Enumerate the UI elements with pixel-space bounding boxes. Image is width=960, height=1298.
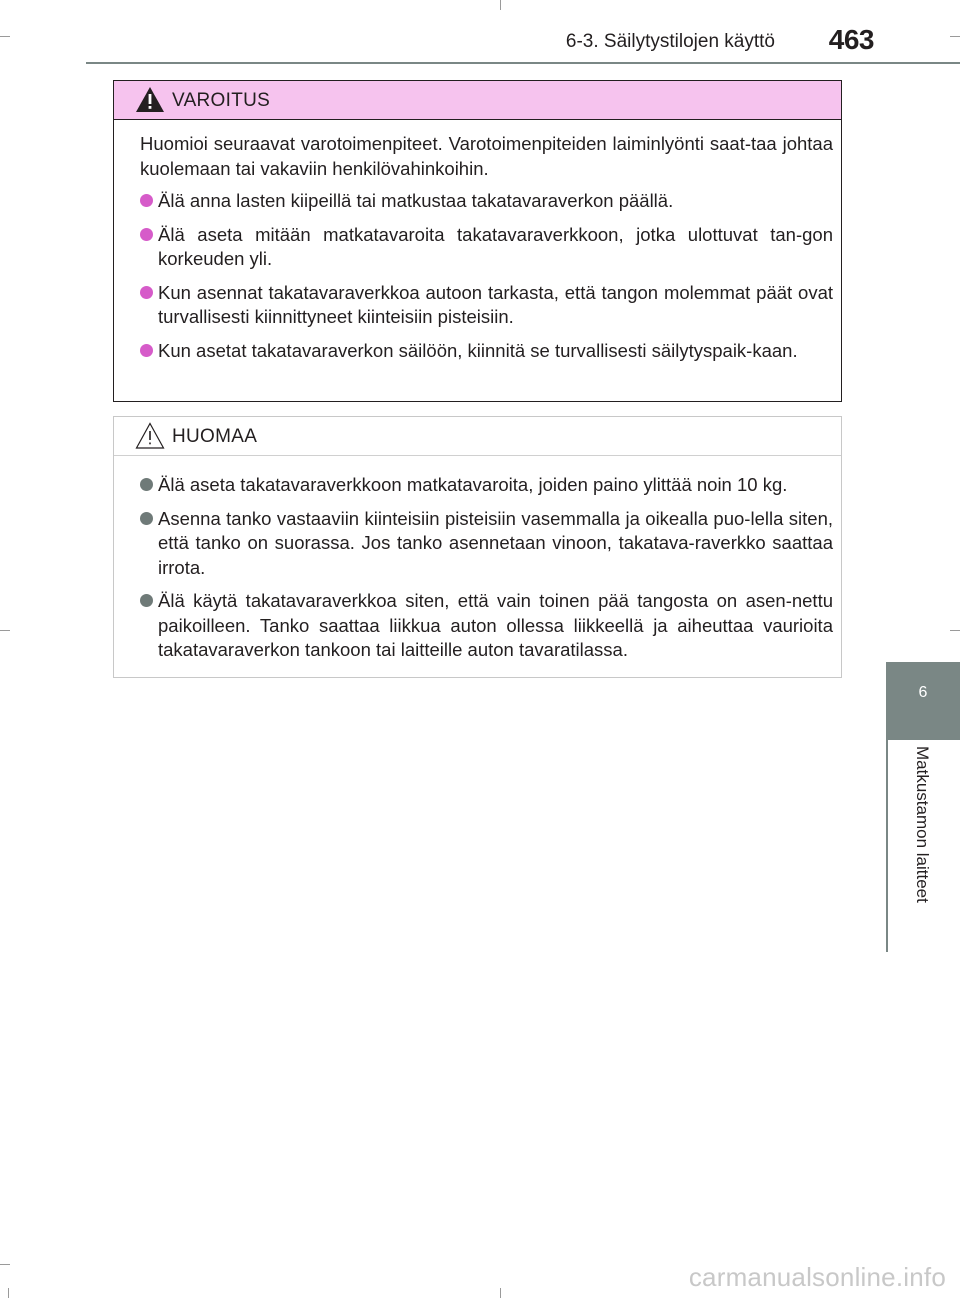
warning-box (113, 80, 842, 402)
warning-item: Kun asennat takatavaraverkkoa autoon tarkasta, että tangon molemmat päät ovat turvallisesti kiinnittyneet kiinteisiin pisteisiin. (140, 281, 833, 330)
notice-body (114, 456, 841, 663)
warning-item: Älä aseta mitään matkatavaroita takatavaraverkkoon, jotka ulottuvat tan-gon korkeuden yli. (140, 223, 833, 272)
chapter-number: 6 (918, 684, 928, 701)
watermark: carmanualsonline.info (688, 1262, 946, 1292)
warning-triangle-icon (135, 86, 165, 113)
crop-mark (500, 1288, 501, 1298)
crop-mark (950, 630, 960, 631)
notice-box (113, 416, 842, 678)
crop-mark (0, 1264, 10, 1265)
warning-item: Älä anna lasten kiipeillä tai matkustaa takatavaraverkon päällä. (140, 189, 833, 214)
page-header (0, 0, 960, 64)
warning-intro: Huomioi seuraavat varotoimenpiteet. Varotoimenpiteiden laiminlyönti saat-taa johtaa kuolemaan tai vakaviin henkilövahinkoihin. (140, 133, 833, 179)
chapter-side-tab (886, 662, 960, 952)
warning-body (114, 120, 841, 363)
warning-title: VAROITUS (172, 90, 271, 111)
notice-item: Älä käytä takatavaraverkkoa siten, että vain toinen pää tangosta on asen-nettu paikoilleen. Tanko saattaa liikkua auton ollessa liikkeellä ja aiheuttaa vaurioita takatavaraverkon tankoon tai laitteille auton tavaratilassa. (140, 589, 833, 663)
chapter-number-block (886, 662, 960, 740)
notice-item: Asenna tanko vastaaviin kiinteisiin pisteisiin vasemmalla ja oikealla puo-lella siten, että tanko on suorassa. Jos tanko asennetaan vinoon, takatava-raverkko saattaa irrota. (140, 507, 833, 581)
chapter-tab-line (886, 662, 888, 952)
crop-mark (0, 630, 10, 631)
section-title: 6-3. Säilytystilojen käyttö (565, 31, 775, 52)
notice-item: Älä aseta takatavaraverkkoon matkatavaroita, joiden paino ylittää noin 10 kg. (140, 473, 833, 498)
notice-title: HUOMAA (172, 426, 258, 447)
warning-item: Kun asetat takatavaraverkon säilöön, kiinnitä se turvallisesti säilytyspaik-kaan. (140, 339, 833, 364)
crop-mark (8, 1288, 9, 1298)
notice-header (114, 417, 841, 456)
warning-header (114, 81, 841, 120)
chapter-title: Matkustamon laitteet (913, 746, 932, 903)
chapter-title-block (886, 740, 960, 952)
header-rule (86, 62, 960, 64)
caution-triangle-outline-icon (135, 422, 165, 449)
page-number: 463 (828, 24, 874, 55)
